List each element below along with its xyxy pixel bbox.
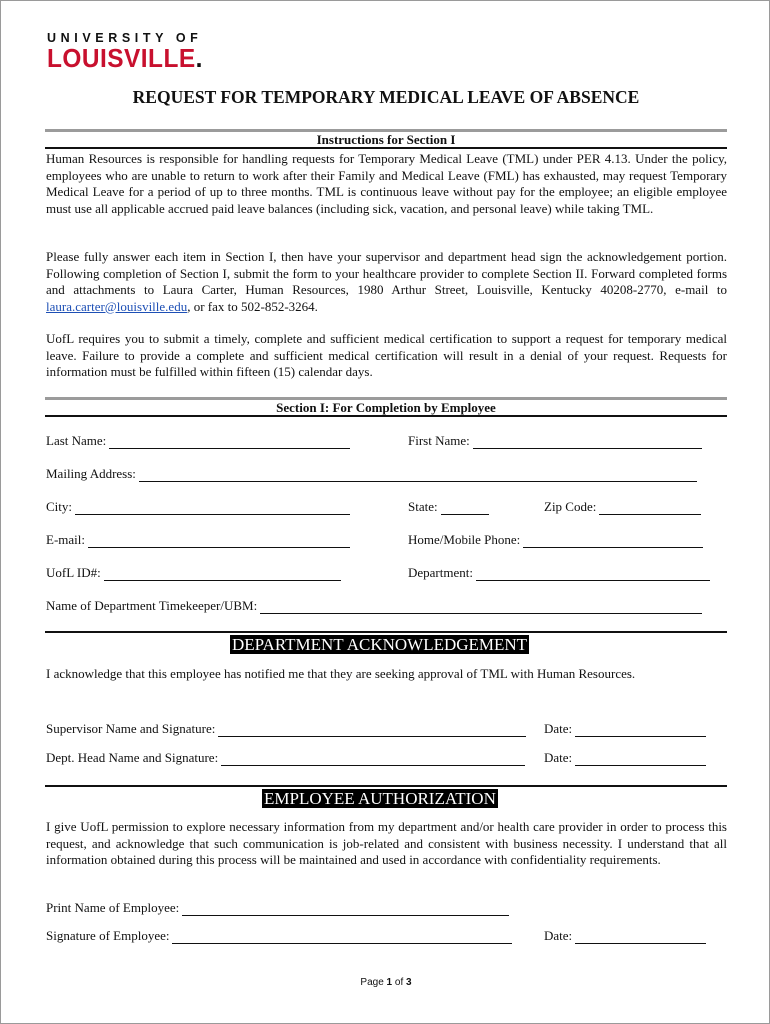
uofl-id-field [46,565,341,581]
city-label: City: [46,499,73,514]
timekeeper-label: Name of Department Timekeeper/UBM: [46,598,258,613]
supervisor-date-label: Date: [544,721,573,736]
dept-head-label: Dept. Head Name and Signature: [46,750,219,765]
dept-ack-header [45,631,727,655]
phone-field [408,532,703,548]
dept-ack-text: I acknowledge that this employee has notified me that they are seeking approval of TML with Human Resources. [46,666,636,681]
last-name-label: Last Name: [46,433,107,448]
dept-head-date-field [544,750,706,766]
mailing-address-label: Mailing Address: [46,466,136,481]
city-field [46,499,350,515]
print-name-input[interactable] [182,904,509,916]
print-name-field [46,900,509,916]
employee-signature-input[interactable] [172,932,512,944]
uofl-id-input[interactable] [104,569,341,581]
employee-auth-header [45,785,727,809]
logo-wordmark: LOUISVILLE [47,43,196,73]
state-field [408,499,489,515]
logo-main-text [47,45,203,71]
email-link[interactable]: laura.carter@louisville.edu [46,298,188,314]
phone-label: Home/Mobile Phone: [408,532,521,547]
page-number: Page 1 of 3 [360,977,412,988]
last-name-input[interactable] [109,437,350,449]
university-logo [47,31,213,71]
supervisor-signature-field [46,721,526,737]
logo-dot: . [195,43,203,73]
instructions-paragraph-1: Human Resources is responsible for handling requests for Temporary Medical Leave (TML) under PER 4.13. Under the policy, employees who are unable to return to work after their Family and Medical Leave (FML) has exhausted, may request Temporary Medical Leave for a period of up to three months. TML is continuous leave without pay for the employee; an eligible employee must use all applicable accrued paid leave balances (including sick, vacation, and personal leave) while taking TML. [46,151,727,216]
dept-head-signature-input[interactable] [221,754,525,766]
supervisor-label: Supervisor Name and Signature: [46,721,216,736]
mailing-address-field [46,466,697,482]
timekeeper-field [46,598,702,614]
employee-date-input[interactable] [575,932,706,944]
dept-head-date-input[interactable] [575,754,706,766]
employee-auth-text: I give UofL permission to explore necessary information from my department and/or health care provider in order to process this request, and acknowledge that such communication is job-related and consistent with business necessity. I understand that all information obtained during this process will be maintained and used in accordance with confidentiality requirements. [46,819,727,867]
current-page: 1 [386,977,393,988]
dept-head-date-label: Date: [544,750,573,765]
supervisor-signature-input[interactable] [218,725,526,737]
email-input[interactable] [88,536,350,548]
first-name-field [408,433,702,449]
email-field [46,532,350,548]
phone-input[interactable] [523,536,703,548]
uofl-id-label: UofL ID#: [46,565,101,580]
instructions-paragraph-2: Please fully answer each item in Section I, then have your supervisor and department head sign the acknowledgement portion. Following completion of Section I, submit the form to your healthcare provider to complete Section II. Forward completed forms and attachments to Laura Carter, Human Resources, 1980 Arthur Street, Louisville, Kentucky 40208-2770, e-mail to laura.carter@louisville.edu, or fax to 502-852-3264. [46,249,727,314]
timekeeper-input[interactable] [260,602,702,614]
logo-top-text: UNIVERSITY OF [47,31,203,45]
employee-signature-label: Signature of Employee: [46,928,170,943]
total-pages: 3 [406,977,412,988]
state-input[interactable] [441,503,489,515]
employee-auth-heading: EMPLOYEE AUTHORIZATION [264,789,496,808]
instructions-heading: Instructions for Section I [45,129,727,149]
department-label: Department: [408,565,473,580]
department-input[interactable] [476,569,710,581]
dept-ack-heading: DEPARTMENT ACKNOWLEDGEMENT [232,635,528,654]
city-input[interactable] [75,503,350,515]
employee-signature-field [46,928,512,944]
state-label: State: [408,499,438,514]
department-field [408,565,710,581]
supervisor-date-input[interactable] [575,725,706,737]
section1-heading: Section I: For Completion by Employee [45,397,727,417]
first-name-input[interactable] [473,437,702,449]
email-label: E-mail: [46,532,85,547]
zip-label: Zip Code: [544,499,597,514]
page-title: REQUEST FOR TEMPORARY MEDICAL LEAVE OF ABSENCE [132,87,640,107]
first-name-label: First Name: [408,433,470,448]
zip-field [544,499,701,515]
employee-date-field [544,928,706,944]
supervisor-date-field [544,721,706,737]
dept-head-signature-field [46,750,525,766]
zip-input[interactable] [599,503,701,515]
print-name-label: Print Name of Employee: [46,900,180,915]
employee-date-label: Date: [544,928,573,943]
instructions-paragraph-3: UofL requires you to submit a timely, complete and sufficient medical certification to support a request for temporary medical leave. Failure to provide a complete and sufficient medical certification will result in a denial of your request. Requests for information must be fulfilled within fifteen (15) calendar days. [46,331,727,379]
mailing-address-input[interactable] [139,470,697,482]
last-name-field [46,433,350,449]
